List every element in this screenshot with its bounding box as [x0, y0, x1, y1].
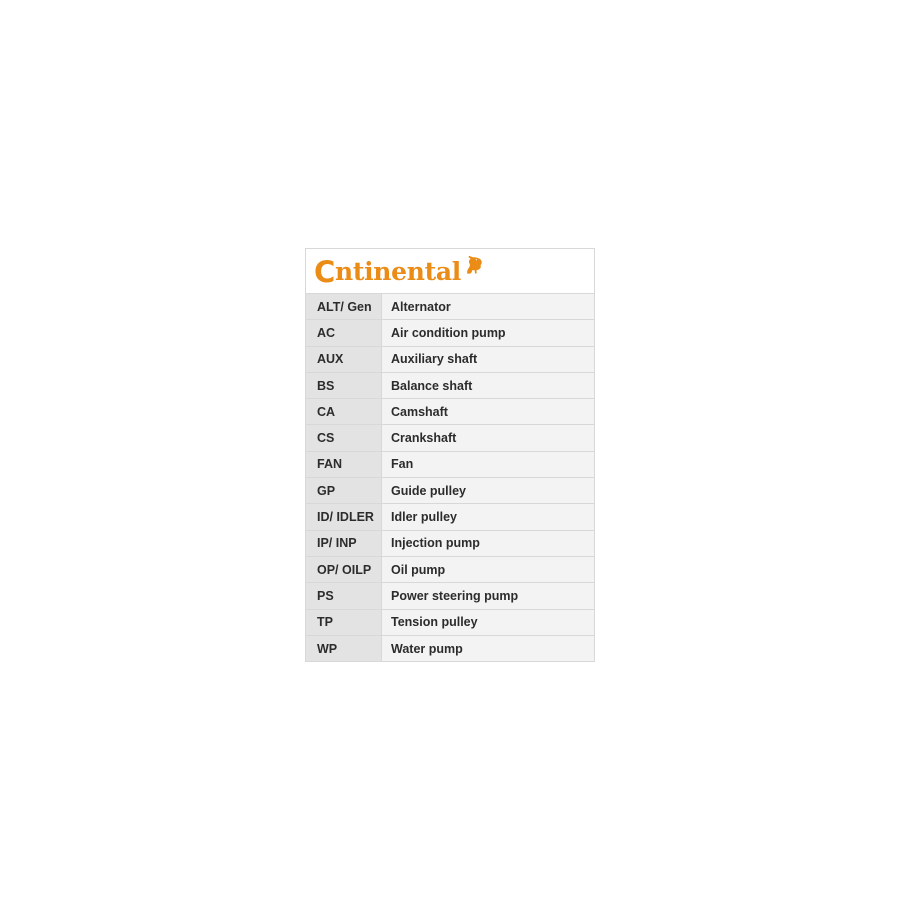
table-row [306, 504, 594, 530]
abbreviation-cell: CS [306, 425, 382, 450]
horse-logo-icon [463, 253, 485, 278]
logo-wordmark: ntinental [334, 256, 462, 286]
table-row [306, 610, 594, 636]
table-row [306, 399, 594, 425]
abbreviation-legend-card [305, 248, 595, 662]
description-cell: Fan [382, 452, 594, 477]
table-row [306, 373, 594, 399]
description-cell: Power steering pump [382, 583, 594, 608]
description-cell: Crankshaft [382, 425, 594, 450]
abbreviation-cell: FAN [306, 452, 382, 477]
abbreviation-cell: TP [306, 610, 382, 635]
description-cell: Camshaft [382, 399, 594, 424]
table-row [306, 583, 594, 609]
description-cell: Injection pump [382, 531, 594, 556]
abbreviation-cell: PS [306, 583, 382, 608]
table-row [306, 557, 594, 583]
description-cell: Tension pulley [382, 610, 594, 635]
table-row [306, 347, 594, 373]
abbreviation-cell: ALT/ Gen [306, 294, 382, 319]
table-row [306, 636, 594, 662]
abbreviation-cell: AC [306, 320, 382, 345]
abbreviation-cell: GP [306, 478, 382, 503]
brand-header [306, 249, 594, 294]
table-row [306, 452, 594, 478]
description-cell: Alternator [382, 294, 594, 319]
abbreviation-cell: WP [306, 636, 382, 661]
table-row [306, 294, 594, 320]
description-cell: Auxiliary shaft [382, 347, 594, 372]
description-cell: Water pump [382, 636, 594, 661]
table-row [306, 531, 594, 557]
abbreviation-cell: ID/ IDLER [306, 504, 382, 529]
description-cell: Oil pump [382, 557, 594, 582]
table-row [306, 425, 594, 451]
description-cell: Balance shaft [382, 373, 594, 398]
description-cell: Idler pulley [382, 504, 594, 529]
abbreviation-cell: IP/ INP [306, 531, 382, 556]
table-row [306, 478, 594, 504]
abbreviation-cell: BS [306, 373, 382, 398]
abbreviation-cell: CA [306, 399, 382, 424]
description-cell: Air condition pump [382, 320, 594, 345]
continental-logo [314, 254, 485, 289]
table-row [306, 320, 594, 346]
description-cell: Guide pulley [382, 478, 594, 503]
abbreviation-cell: OP/ OILP [306, 557, 382, 582]
logo-c-mark: C [314, 254, 335, 289]
abbreviation-cell: AUX [306, 347, 382, 372]
